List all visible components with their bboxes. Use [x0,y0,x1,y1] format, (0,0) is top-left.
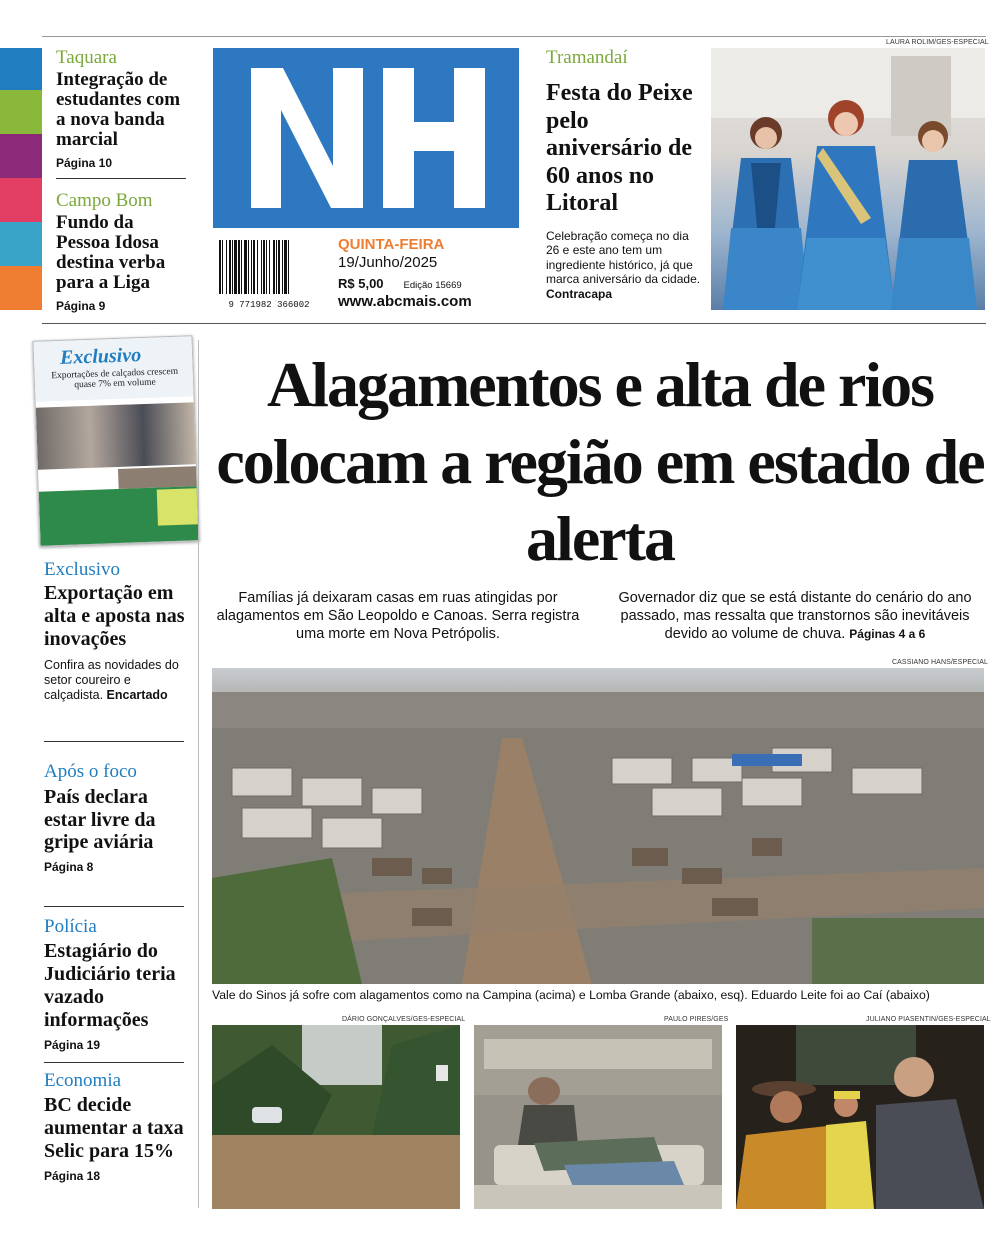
teaser-taquara[interactable] [56,48,188,170]
color-strip-blue [0,48,42,90]
page-reference: Página 8 [44,859,94,874]
photo-credit: DÁRIO GONÇALVES/GES-ESPECIAL [342,1016,466,1023]
sidebar-body: Confira as novidades do setor coureiro e calçadista. Encartado [44,658,179,702]
photo-credit: JULIANO PIASENTIN/GES-ESPECIAL [866,1016,991,1023]
teaser-tramandai[interactable] [546,48,702,301]
photo-credit: PAULO PIRES/GES [664,1016,729,1023]
color-strip-green [0,90,42,134]
section-label: Polícia [44,916,97,937]
governor-visit-photo[interactable] [736,1025,984,1209]
color-strip-purple [0,134,42,178]
page-reference: Página 18 [44,1169,101,1183]
color-strip-orange [0,266,42,310]
page-reference: Página 10 [56,156,113,170]
sidebar-headline: BC decide aumentar a taxa Selic para 15% [44,1094,184,1162]
sidebar-headline: Exportação em alta e aposta nas inovações [44,582,185,650]
teaser-headline: Fundo da Pessoa Idosa destina verba para a Liga [56,212,166,293]
deck-left: Famílias já deixaram casas em ruas atingidas por alagamentos em São Leopoldo e Canoas. Serra registra uma morte em Nova Petrópolis. [216,590,580,642]
barcode-number: 9 771982 366002 [228,300,310,310]
photo-credit: LAURA ROLIM/GES-ESPECIAL [886,39,989,46]
color-strip-teal [0,222,42,266]
flood-aerial-photo[interactable] [212,668,984,984]
page-reference: Página 19 [44,1038,101,1052]
barcode [217,240,325,310]
price: R$ 5,00 [338,276,384,291]
website-link[interactable]: www.abcmais.com [338,293,472,310]
page-reference: Página 9 [56,299,106,313]
teaser-body: Celebração começa no dia 26 e este ano tem um ingrediente histórico, já que marca aniversário da cidade. Contracapa [546,228,701,301]
lomba-grande-flood-photo[interactable] [212,1025,460,1209]
sidebar-story-exclusivo[interactable] [44,560,186,703]
photo-caption: Vale do Sinos já sofre com alagamentos como na Campina (acima) e Lomba Grande (abaixo, esq). Eduardo Leite foi ao Caí (abaixo) [212,988,930,1002]
sidebar-story-economia[interactable] [44,1071,186,1183]
edition-number: Edição 15669 [403,280,462,291]
nh-logo[interactable] [213,48,519,228]
teaser-campo-bom[interactable] [56,191,188,313]
insert-headline: Exportações de calçados crescem quase 7% em volume [51,366,179,391]
sidebar-story-apos-o-foco[interactable] [44,762,186,874]
date-block [338,236,518,310]
sidebar-story-policia[interactable] [44,917,186,1052]
teaser-headline: Integração de estudantes com a nova banda marcial [56,69,181,150]
section-label: Taquara [56,47,117,68]
photo-credit: CASSIANO HANS/ESPECIAL [892,659,988,666]
section-label: Após o foco [44,761,137,782]
insert-thumbnail[interactable] [32,335,199,546]
weekday: QUINTA-FEIRA [338,236,445,253]
festa-do-peixe-photo[interactable] [711,48,985,310]
teaser-headline: Festa do Peixe pelo aniversário de 60 anos no Litoral [546,80,693,216]
section-label: Campo Bom [56,190,153,211]
main-headline[interactable]: Alagamentos e alta de rios colocam a região em estado de alerta [216,349,984,574]
deck-right: Governador diz que se está distante do cenário do ano passado, mas ressalta que transtornos são inevitáveis devido ao volume de chuva. Páginas 4 a 6 [618,590,972,642]
sidebar-headline: Estagiário do Judiciário teria vazado informações [44,940,176,1031]
section-label: Tramandaí [546,47,628,68]
date: 19/Junho/2025 [338,254,438,271]
sidebar-headline: País declara estar livre da gripe aviária [44,786,156,853]
section-label: Economia [44,1070,122,1091]
insert-title: Exclusivo [59,344,142,369]
shelter-photo[interactable] [474,1025,722,1209]
section-label: Exclusivo [44,559,120,580]
color-strip-red [0,178,42,222]
